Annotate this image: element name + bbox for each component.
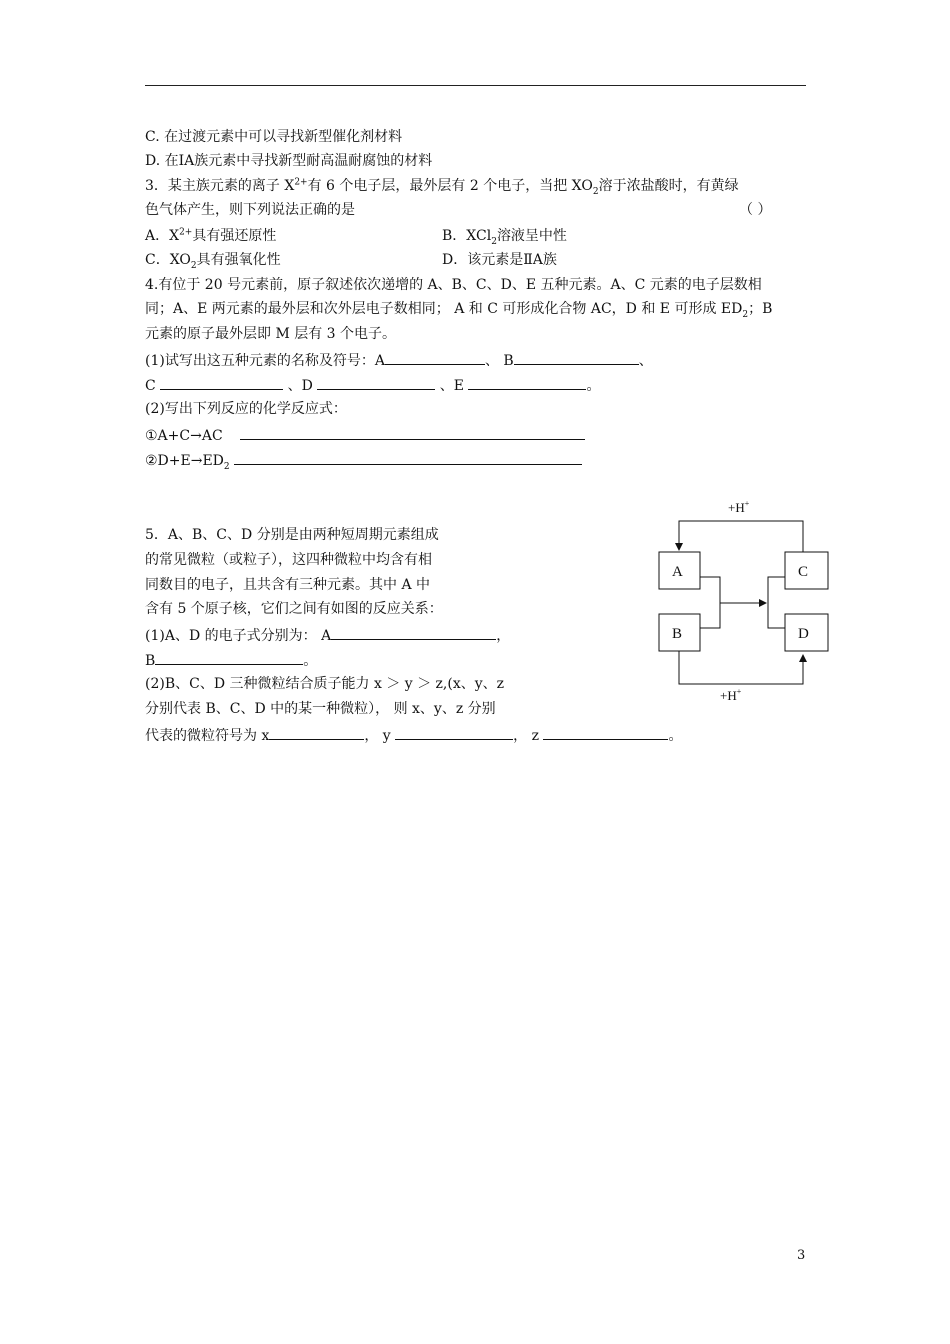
q4-stem-line2: 同；A、E 两元素的最外层和次外层电子数相同； A 和 C 可形成化合物 AC，D 和 E 可形成 $ED_2$；B	[145, 301, 773, 320]
q5-line2: 的常见微粒（或粒子），这四种微粒中均含有相	[145, 552, 432, 568]
label-d: D	[798, 626, 809, 642]
option-c: C. 在过渡元素中可以寻找新型催化剂材料	[145, 129, 403, 145]
q4-stem-line1: 4.有位于 20 号元素前，原子叙述依次递增的 A、B、C、D、E 五种元素。A、C 元素的电子层数相	[145, 277, 762, 293]
q5-line5: (1)A、D 的电子式分别为： A ，	[145, 625, 510, 645]
q5-line3: 同数目的电子，且共含有三种元素。其中 A 中	[145, 577, 431, 593]
label-bottom-h: +H+	[720, 687, 742, 703]
label-a: A	[672, 564, 683, 580]
q5-line6: B 。	[145, 650, 317, 670]
q4-part1-line2: C 、D 、E 。	[145, 375, 600, 395]
q4-stem-line3: 元素的原子最外层即 M 层有 3 个电子。	[145, 326, 397, 342]
q4-part1-line1: (1)试写出这五种元素的名称及符号：A 、 B 、	[145, 350, 653, 370]
q5-line1: 5．A、B、C、D 分别是由两种短周期元素组成	[145, 527, 439, 543]
q4-reaction1: ①A+C→AC	[145, 425, 585, 445]
option-d: D. 在IA族元素中寻找新型耐高温耐腐蚀的材料	[145, 153, 433, 169]
q3-option-b: B．XCl$_2$溶液呈中性	[442, 228, 567, 247]
q3-option-c: C．$XO_2$具有强氧化性	[145, 252, 281, 271]
label-c: C	[798, 564, 809, 580]
arrow-c-to-a	[679, 521, 803, 552]
page-number: 3	[797, 1248, 806, 1263]
q3-answer-paren[interactable]: （ ）	[739, 202, 772, 218]
q3-stem-line1: 3．某主族元素的离子 $X^{2+}$有 6 个电子层，最外层有 2 个电子，当把 $XO_2$溶于浓盐酸时，有黄绿	[145, 177, 739, 197]
merge-bracket-left	[700, 577, 720, 628]
q5-line9: 代表的微粒符号为 x ， y ， z 。	[145, 725, 682, 745]
merge-bracket-right	[768, 577, 785, 628]
label-b: B	[672, 626, 683, 642]
q3-stem-line2: 色气体产生，则下列说法正确的是	[145, 202, 355, 218]
label-top-h: +H+	[728, 499, 750, 515]
q5-line7: (2)B、C、D 三种微粒结合质子能力 x ＞ y ＞ z,(x、y、z	[145, 676, 505, 692]
arrow-b-to-d	[679, 651, 803, 684]
q3-option-d: D．该元素是ⅡA族	[442, 252, 557, 268]
q5-line4: 含有 5 个原子核，它们之间有如图的反应关系：	[145, 601, 443, 617]
q4-reaction2: $②D+E\to ED_2$	[145, 450, 582, 470]
q5-line8: 分别代表 B、C、D 中的某一种微粒）， 则 x、y、z 分别	[145, 701, 496, 717]
q4-part2: (2)写出下列反应的化学反应式：	[145, 401, 347, 417]
q3-option-a: A．$X^{2+}$具有强还原性	[145, 227, 277, 244]
